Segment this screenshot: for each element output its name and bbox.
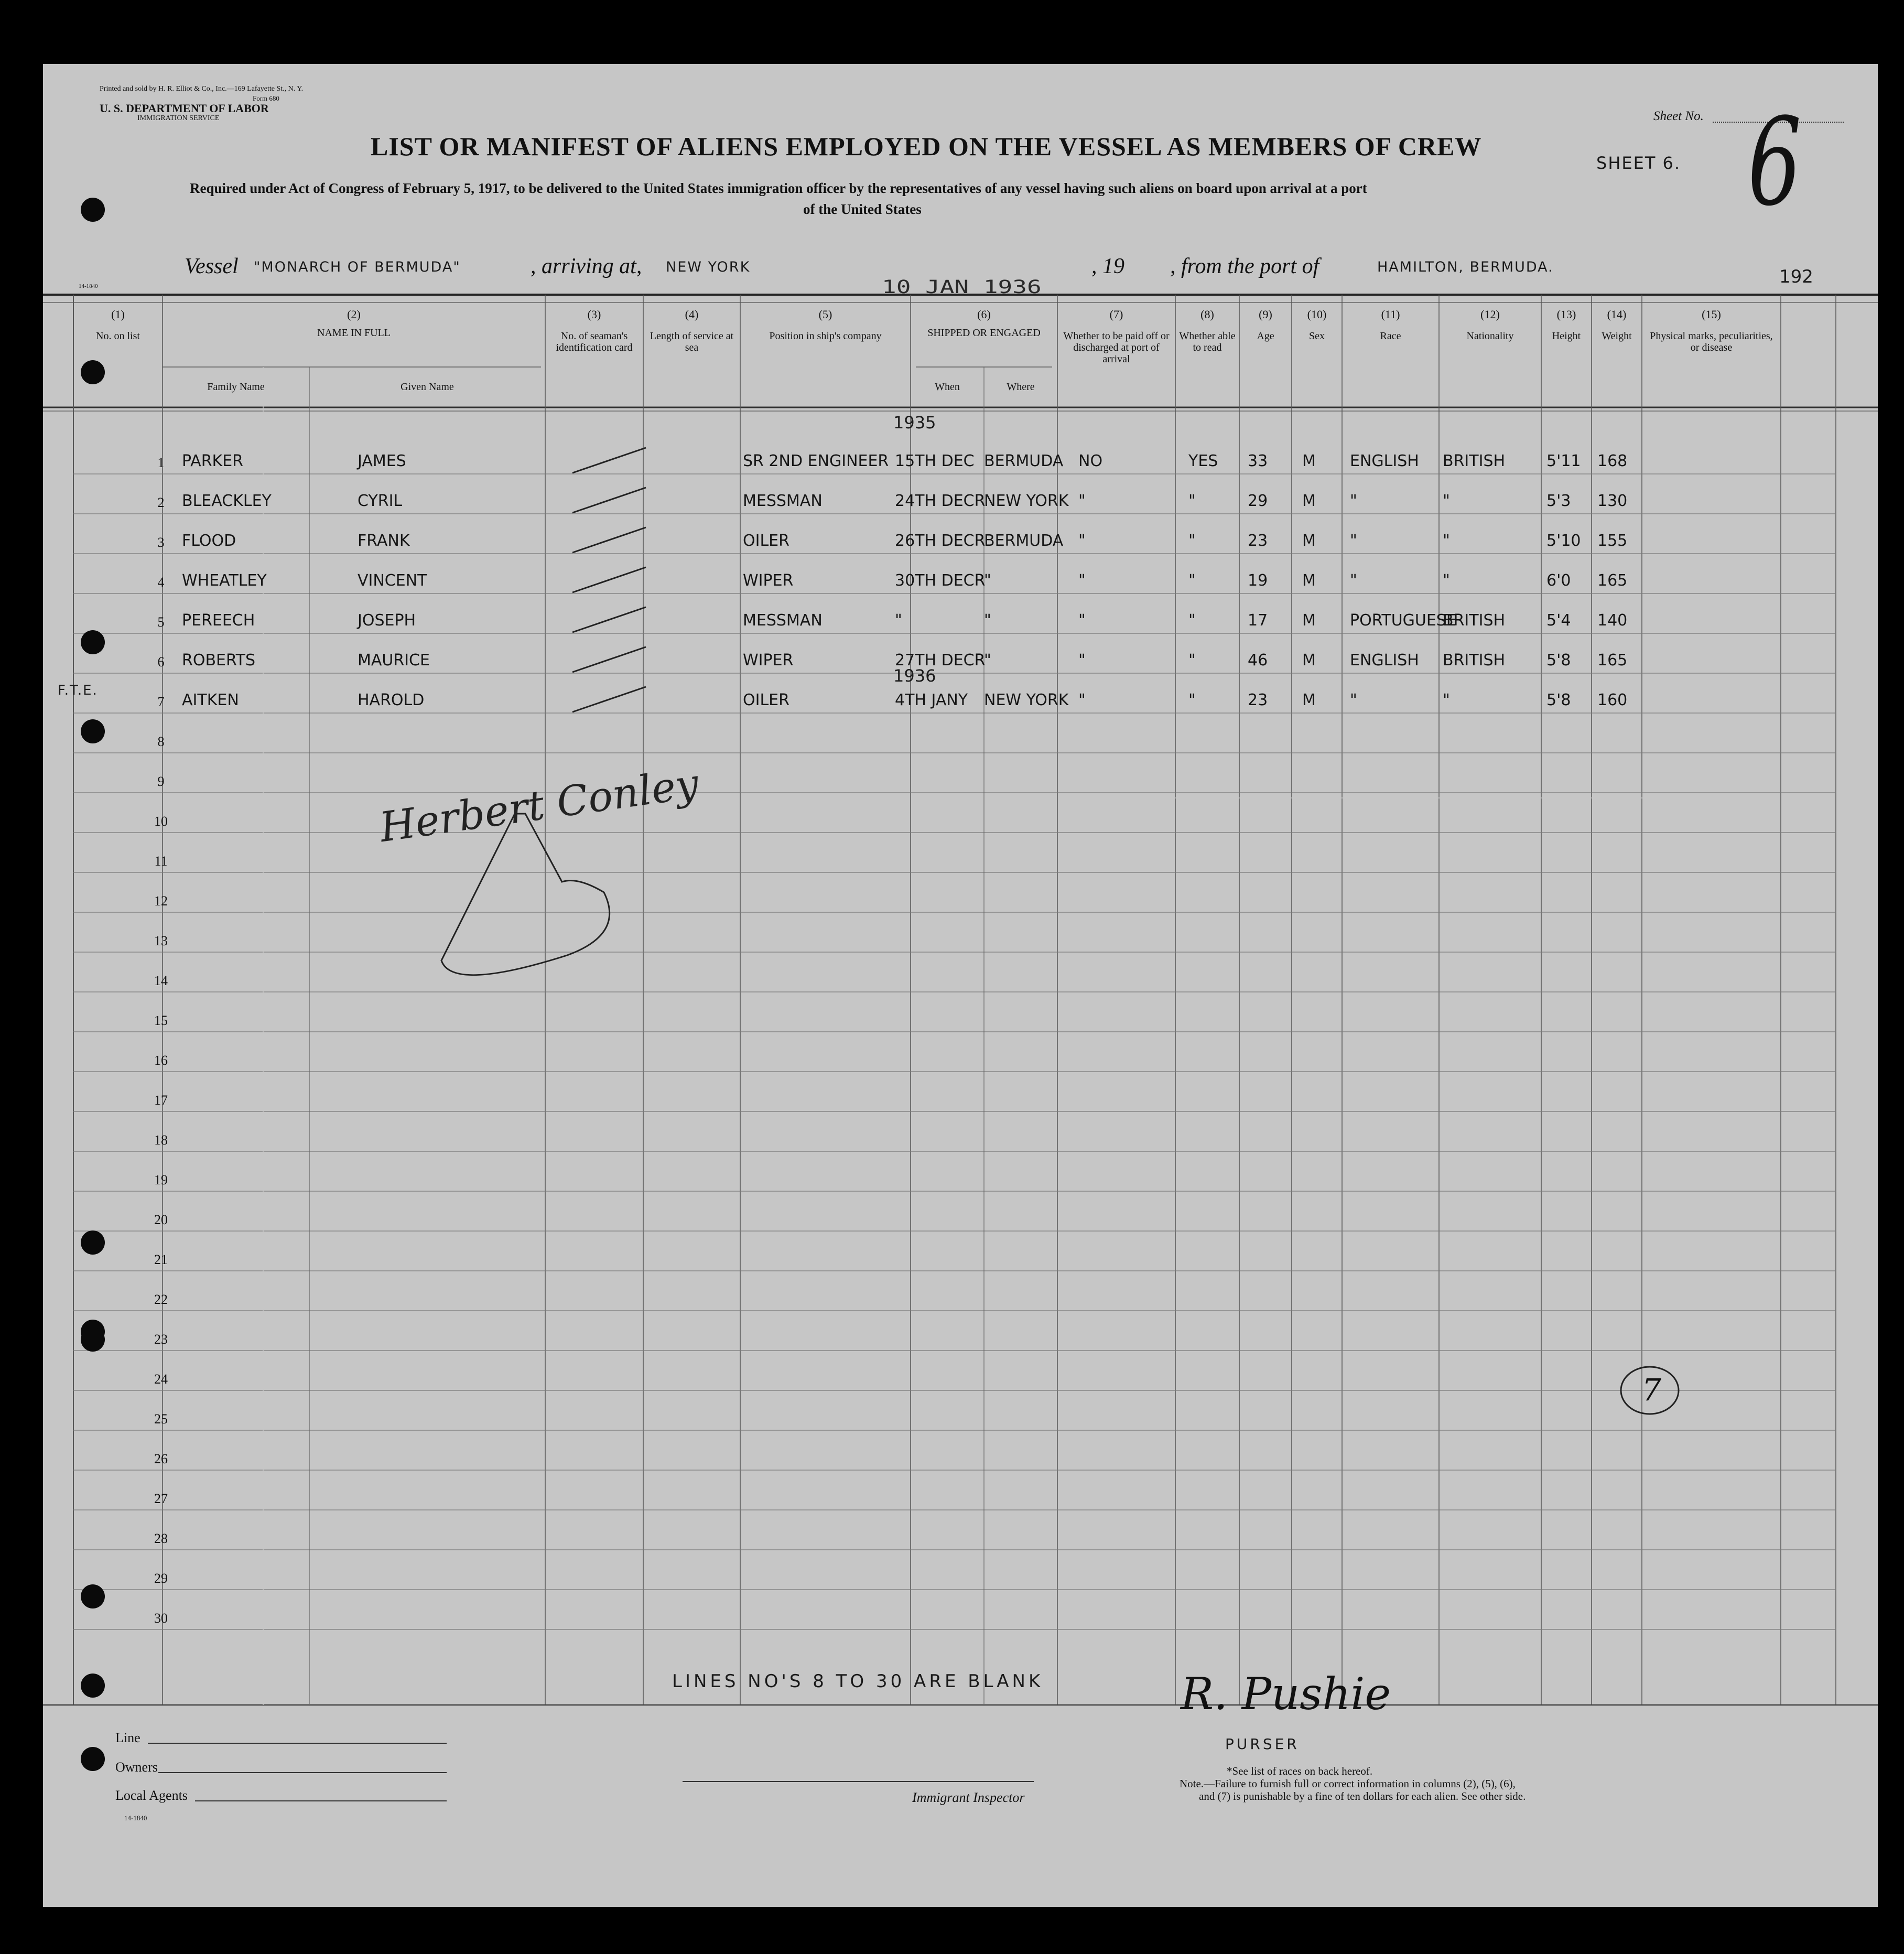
cell-when: 24TH DECR [895, 492, 986, 510]
cell-family: PEREECH [182, 611, 255, 630]
cell-sex: M [1302, 532, 1316, 550]
column-number: (11) [1381, 308, 1400, 321]
row-number: 27 [154, 1491, 168, 1506]
cell-height: 5'11 [1546, 452, 1581, 470]
cell-read: " [1188, 492, 1196, 510]
cell-age: 19 [1248, 571, 1268, 590]
cell-race: " [1350, 492, 1357, 510]
arriving-label: , arriving at, [531, 254, 642, 278]
inspector-signature: Herbert Conley [376, 760, 702, 852]
column-sublabel: Family Name [207, 381, 265, 393]
cell-family: BLEACKLEY [182, 492, 272, 510]
row-number: 5 [157, 614, 165, 630]
cell-weight: 165 [1597, 651, 1628, 670]
cell-position: SR 2ND ENGINEER [743, 452, 889, 470]
row-number: 26 [154, 1451, 168, 1466]
row-number: 7 [157, 694, 165, 709]
cell-race: ENGLISH [1350, 452, 1419, 470]
manifest-subtitle: Required under Act of Congress of February 5, 1917, to be delivered to the United States immigration officer by the representatives of any vessel having such aliens on board upon arrival at a port [190, 180, 1367, 196]
sheet-handwritten-number: 6 [1747, 93, 1802, 233]
cell-sex: M [1302, 691, 1316, 709]
cell-where: " [984, 611, 991, 630]
column-number: (2) [347, 308, 361, 321]
column-label: Length of service at sea [650, 330, 734, 353]
cell-where: NEW YORK [984, 492, 1069, 510]
column-label: Weight [1602, 330, 1632, 342]
column-number: (3) [587, 308, 601, 321]
cell-read: " [1188, 571, 1196, 590]
cell-paid-off: " [1078, 611, 1086, 630]
column-number: (6) [977, 308, 991, 321]
year-label: , 19 [1091, 254, 1124, 278]
cell-height: 6'0 [1546, 571, 1571, 590]
immigrant-inspector-label: Immigrant Inspector [912, 1790, 1025, 1805]
row-number: 22 [154, 1292, 168, 1307]
cell-nationality: " [1443, 571, 1450, 590]
cell-weight: 155 [1597, 532, 1628, 550]
cell-family: ROBERTS [182, 651, 256, 670]
year-note-1936: 1936 [893, 666, 936, 686]
local-agents-label: Local Agents [115, 1788, 188, 1803]
column-label: Position in ship's company [769, 330, 882, 342]
purser-title: PURSER [1225, 1735, 1300, 1753]
row-number: 29 [154, 1571, 168, 1586]
column-number: (8) [1200, 308, 1214, 321]
cell-position: WIPER [743, 571, 794, 590]
cell-paid-off: NO [1078, 452, 1103, 470]
row-number: 18 [154, 1132, 168, 1148]
cell-height: 5'10 [1546, 532, 1581, 550]
cell-paid-off: " [1078, 571, 1086, 590]
column-label: NAME IN FULL [317, 327, 391, 339]
cell-when: 15TH DEC [895, 452, 975, 470]
cell-age: 17 [1248, 611, 1268, 630]
column-label: No. on list [96, 330, 140, 342]
row-number: 13 [154, 933, 168, 948]
row-number: 24 [154, 1372, 168, 1387]
margin-note: F.T.E. [58, 683, 98, 698]
arrival-date-stamp: 10 JAN 1936 [882, 276, 1042, 298]
cell-given: CYRIL [358, 492, 403, 510]
row-number: 25 [154, 1411, 168, 1427]
column-label: Whether able to read [1179, 330, 1236, 353]
cell-given: HAROLD [358, 691, 425, 709]
cell-nationality: BRITISH [1443, 651, 1506, 670]
row-number: 14 [154, 973, 168, 988]
cell-when: 26TH DECR [895, 532, 986, 550]
cell-where: " [984, 571, 991, 590]
cell-weight: 165 [1597, 571, 1628, 590]
row-number: 2 [157, 495, 165, 510]
column-number: (4) [685, 308, 699, 321]
cell-nationality: BRITISH [1443, 452, 1506, 470]
column-label: Height [1552, 330, 1581, 342]
row-number: 10 [154, 814, 168, 829]
page-number: 192 [1779, 266, 1813, 287]
cell-sex: M [1302, 492, 1316, 510]
cell-position: WIPER [743, 651, 794, 670]
column-label: Nationality [1466, 330, 1514, 342]
cell-paid-off: " [1078, 492, 1086, 510]
form-code: 14-1840 [79, 283, 98, 289]
cell-when: 4TH JANY [895, 691, 968, 709]
cell-position: OILER [743, 532, 789, 550]
cell-sex: M [1302, 611, 1316, 630]
cell-sex: M [1302, 651, 1316, 670]
cell-age: 29 [1248, 492, 1268, 510]
cell-read: " [1188, 611, 1196, 630]
row-number: 17 [154, 1093, 168, 1108]
cell-race: " [1350, 691, 1357, 709]
cell-given: JOSEPH [358, 611, 416, 630]
cell-nationality: " [1443, 691, 1450, 709]
year-note-1935: 1935 [893, 413, 936, 433]
cell-when: 27TH DECR [895, 651, 986, 670]
footer-code: 14-1840 [124, 1814, 147, 1822]
service-name: IMMIGRATION SERVICE [137, 114, 220, 122]
row-number: 6 [157, 654, 165, 670]
column-label: Age [1257, 330, 1274, 342]
column-number: (12) [1480, 308, 1500, 321]
row-number: 9 [157, 774, 165, 789]
row-number: 16 [154, 1053, 168, 1068]
handwritten-marks [43, 64, 1878, 1907]
cell-when: " [895, 611, 902, 630]
cell-position: OILER [743, 691, 789, 709]
column-sublabel: When [935, 381, 960, 393]
row-number: 8 [157, 734, 165, 749]
cell-sex: M [1302, 571, 1316, 590]
column-label: Sex [1309, 330, 1325, 342]
cell-paid-off: " [1078, 651, 1086, 670]
cell-family: FLOOD [182, 532, 236, 550]
cell-race: ENGLISH [1350, 651, 1419, 670]
cell-given: JAMES [358, 452, 406, 470]
fine-note-2: and (7) is punishable by a fine of ten dollars for each alien. See other side. [1199, 1790, 1526, 1802]
column-number: (7) [1109, 308, 1123, 321]
cell-race: PORTUGUESE [1350, 611, 1456, 630]
manifest-sheet [43, 64, 1878, 1907]
row-number: 20 [154, 1212, 168, 1227]
cell-read: " [1188, 651, 1196, 670]
row-number: 1 [157, 455, 165, 470]
column-label: SHIPPED OR ENGAGED [927, 327, 1041, 339]
column-sublabel: Where [1007, 381, 1035, 393]
column-number: (13) [1556, 308, 1576, 321]
cell-height: 5'8 [1546, 651, 1571, 670]
vessel-name: "MONARCH OF BERMUDA" [254, 259, 461, 275]
purser-signature: R. Pushie [1181, 1668, 1391, 1720]
cell-nationality: " [1443, 532, 1450, 550]
cell-family: WHEATLEY [182, 571, 267, 590]
cell-height: 5'8 [1546, 691, 1571, 709]
cell-when: 30TH DECR [895, 571, 986, 590]
blank-lines-note: LINES NO'S 8 TO 30 ARE BLANK [672, 1671, 1044, 1692]
department-name: U. S. DEPARTMENT OF LABOR [100, 102, 269, 115]
cell-where: BERMUDA [984, 532, 1064, 550]
row-number: 4 [157, 575, 165, 590]
column-label: Race [1380, 330, 1401, 342]
cell-read: " [1188, 532, 1196, 550]
fine-note-1: Note.—Failure to furnish full or correct information in columns (2), (5), (6), [1180, 1777, 1516, 1790]
row-number: 21 [154, 1252, 168, 1267]
cell-weight: 168 [1597, 452, 1628, 470]
owners-label: Owners [115, 1759, 158, 1775]
arriving-port: NEW YORK [666, 259, 751, 275]
column-number: (15) [1702, 308, 1721, 321]
column-sublabel: Given Name [401, 381, 454, 393]
cell-paid-off: " [1078, 691, 1086, 709]
row-number: 23 [154, 1332, 168, 1347]
manifest-title: LIST OR MANIFEST OF ALIENS EMPLOYED ON THE VESSEL AS MEMBERS OF CREW [371, 132, 1482, 161]
cell-age: 33 [1248, 452, 1268, 470]
cell-given: MAURICE [358, 651, 430, 670]
cell-weight: 140 [1597, 611, 1628, 630]
row-number: 19 [154, 1172, 168, 1187]
from-port: HAMILTON, BERMUDA. [1377, 259, 1554, 275]
from-port-label: , from the port of [1170, 254, 1319, 278]
cell-age: 23 [1248, 532, 1268, 550]
row-number: 12 [154, 893, 168, 909]
row-number: 30 [154, 1611, 168, 1626]
cell-where: " [984, 651, 991, 670]
cell-height: 5'4 [1546, 611, 1571, 630]
circled-number: 7 [1642, 1372, 1661, 1408]
cell-height: 5'3 [1546, 492, 1571, 510]
vessel-label: Vessel [185, 254, 239, 278]
cell-where: NEW YORK [984, 691, 1069, 709]
cell-read: YES [1188, 452, 1218, 470]
line-label: Line [115, 1730, 140, 1745]
cell-race: " [1350, 532, 1357, 550]
cell-read: " [1188, 691, 1196, 709]
cell-age: 23 [1248, 691, 1268, 709]
cell-nationality: " [1443, 492, 1450, 510]
form-number: Form 680 [253, 94, 279, 102]
column-number: (9) [1259, 308, 1272, 321]
cell-sex: M [1302, 452, 1316, 470]
row-number: 3 [157, 535, 165, 550]
cell-weight: 160 [1597, 691, 1628, 709]
races-note: *See list of races on back hereof. [1227, 1765, 1373, 1777]
cell-where: BERMUDA [984, 452, 1064, 470]
cell-given: VINCENT [358, 571, 427, 590]
cell-race: " [1350, 571, 1357, 590]
sheet-no-label: Sheet No. [1653, 109, 1704, 123]
cell-position: MESSMAN [743, 492, 823, 510]
printer-line: Printed and sold by H. R. Elliot & Co., Inc.—169 Lafayette St., N. Y. [100, 85, 304, 93]
row-number: 28 [154, 1531, 168, 1546]
row-number: 15 [154, 1013, 168, 1028]
cell-paid-off: " [1078, 532, 1086, 550]
manifest-subtitle-2: of the United States [803, 201, 922, 217]
column-label: Physical marks, peculiarities, or disease [1650, 330, 1773, 353]
column-number: (5) [818, 308, 832, 321]
cell-given: FRANK [358, 532, 410, 550]
cell-age: 46 [1248, 651, 1268, 670]
column-number: (1) [111, 308, 125, 321]
cell-family: PARKER [182, 452, 244, 470]
row-number: 11 [154, 854, 168, 869]
column-number: (14) [1607, 308, 1627, 321]
column-number: (10) [1307, 308, 1327, 321]
column-label: Whether to be paid off or discharged at port of arrival [1063, 330, 1170, 365]
column-label: No. of seaman's identification card [556, 330, 633, 353]
cell-position: MESSMAN [743, 611, 823, 630]
sheet-typed: SHEET 6. [1596, 153, 1681, 173]
cell-nationality: BRITISH [1443, 611, 1506, 630]
cell-weight: 130 [1597, 492, 1628, 510]
cell-family: AITKEN [182, 691, 239, 709]
